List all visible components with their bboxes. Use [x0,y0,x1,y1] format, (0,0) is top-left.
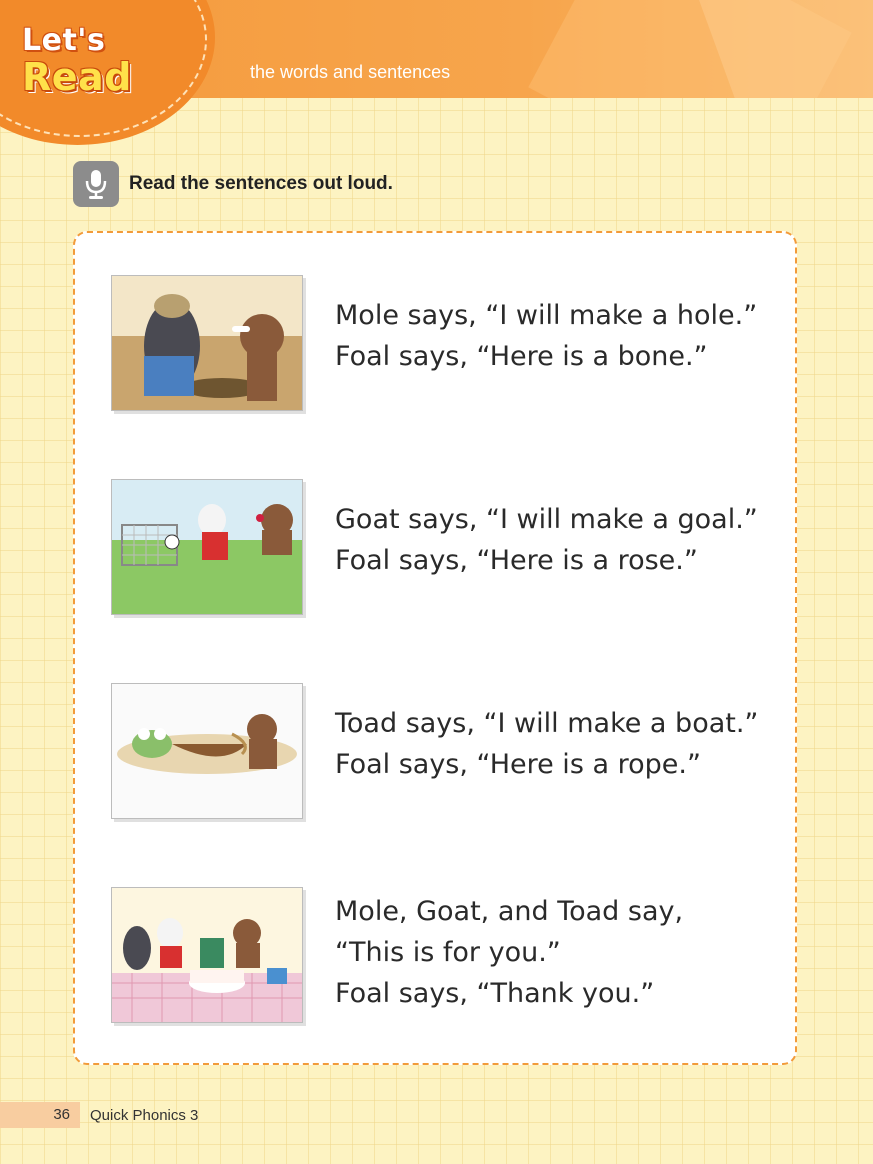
illustration-birthday-party [111,887,303,1023]
sentence: Mole says, “I will make a hole.” [335,300,758,331]
reading-panel [73,231,797,1065]
sentence-group [335,295,757,377]
section-title-line1: Let's [22,23,106,58]
sentence: Foal says, “Here is a bone.” [335,341,708,372]
sentence: “This is for you.” [335,937,561,968]
sentence: Goat says, “I will make a goal.” [335,504,758,535]
section-subtitle: the words and sentences [250,62,451,82]
sentence-group [335,703,758,785]
page-number: 36 [0,1102,80,1128]
sentence-group [335,891,683,1014]
sentence: Toad says, “I will make a boat.” [335,708,759,739]
illustration-toad-boat [111,683,303,819]
sentence-group [335,499,758,581]
book-title: Quick Phonics 3 [90,1106,199,1124]
illustration-goat-goal [111,479,303,615]
sentence: Foal says, “Here is a rope.” [335,749,701,780]
sentence: Foal says, “Here is a rose.” [335,545,698,576]
section-title-line2: Read [22,55,132,99]
section-title [22,23,162,99]
illustration-mole-hole [111,275,303,411]
instruction-text: Read the sentences out loud. [129,173,393,194]
footer [0,1102,198,1128]
instruction [73,161,393,207]
sentence: Mole, Goat, and Toad say, [335,896,684,927]
sentence: Foal says, “Thank you.” [335,978,655,1009]
microphone-icon[interactable] [73,161,119,207]
